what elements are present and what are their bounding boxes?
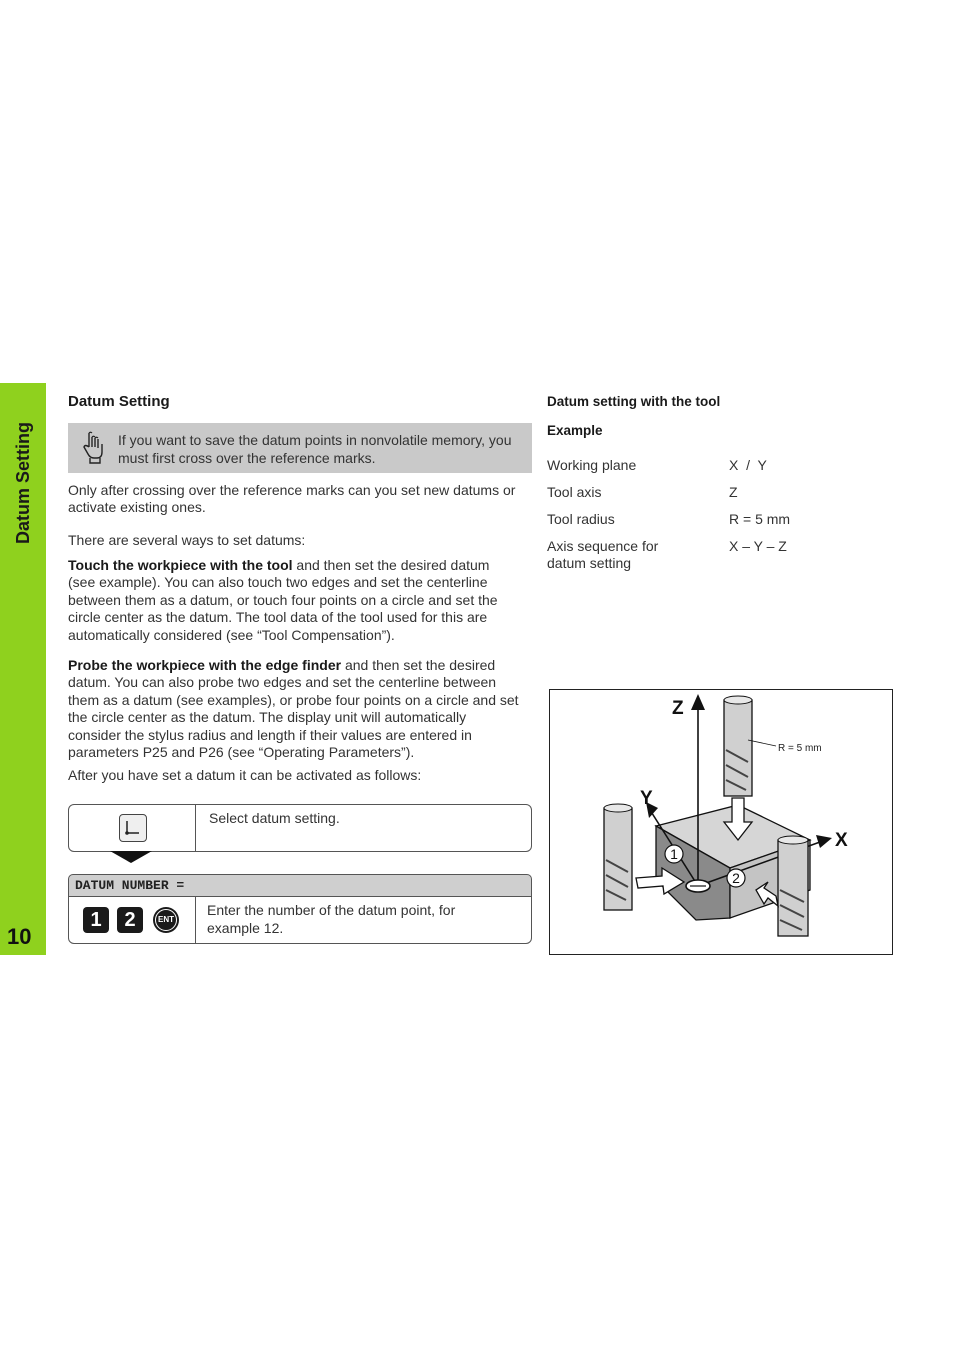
paragraph-touch xyxy=(68,557,520,644)
datum-figure xyxy=(549,689,893,955)
touch-rest: and then set the desired datum (see example). You can also touch two edges and set the centerline between them as a datum, or touch four points on a circle and set the circle center as the datum. The tool data of the tool used for this are automatically considered (see “Tool Compensation”). xyxy=(68,557,498,643)
radius-label: R = 5 mm xyxy=(778,743,822,754)
display-prompt: DATUM NUMBER = xyxy=(75,878,185,893)
step-divider xyxy=(195,805,196,851)
row-value-tool-radius: R = 5 mm xyxy=(729,511,791,527)
paragraph-activate: After you have set a datum it can be activated as follows: xyxy=(68,767,422,783)
hand-pointing-icon xyxy=(82,431,106,465)
paragraph-probe xyxy=(68,657,520,761)
step-arrow xyxy=(110,851,152,863)
datum-key-icon[interactable] xyxy=(119,814,147,842)
step2-text: Enter the number of the datum point, for example 12. xyxy=(207,902,456,936)
row-label-working-plane: Working plane xyxy=(547,457,637,473)
example-label: Example xyxy=(547,423,603,438)
probe-rest: and then set the desired datum. You can also probe two edges and set the centerline between them as a datum (see examples), or probe four points on a circle and set the circle center as the datum. The display unit will automatically consider the stylus radius and length if their values are entered in parameters P25 and P26 (see “Operating Parameters”). xyxy=(68,657,519,761)
tool-left xyxy=(604,808,632,910)
row-value-tool-axis: Z xyxy=(729,484,738,500)
step1-text: Select datum setting. xyxy=(209,810,340,826)
right-heading: Datum setting with the tool xyxy=(547,394,721,409)
marker-2: 2 xyxy=(732,870,740,886)
z-arrowhead xyxy=(691,694,705,710)
step-divider xyxy=(195,897,196,943)
section-heading: Datum Setting xyxy=(68,393,170,410)
datum-figure-drawing xyxy=(550,690,892,954)
display-prompt-bar xyxy=(68,874,532,898)
row-value-axis-sequence: X – Y – Z xyxy=(729,538,787,554)
touch-bold: Touch the workpiece with the tool xyxy=(68,557,293,573)
note-text: If you want to save the datum points in nonvolatile memory, you must first cross over the reference marks. xyxy=(118,432,512,466)
axis-x-label: X xyxy=(835,830,848,851)
key-2[interactable]: 2 xyxy=(117,907,143,933)
step-enter-number xyxy=(68,896,532,944)
marker-1: 1 xyxy=(670,846,678,862)
paragraph-reference-marks: Only after crossing over the reference marks can you set new datums or activate existing ones. xyxy=(68,482,516,516)
row-label-axis-sequence: Axis sequence for datum setting xyxy=(547,538,659,572)
probe-bold: Probe the workpiece with the edge finder xyxy=(68,657,342,673)
row-label-tool-axis: Tool axis xyxy=(547,484,602,500)
x-arrowhead xyxy=(816,835,832,848)
step-select-datum xyxy=(68,804,532,852)
key-1[interactable]: 1 xyxy=(83,907,109,933)
enter-key-label: ENT xyxy=(155,909,177,931)
page-number: 10 xyxy=(7,924,32,949)
row-label-tool-radius: Tool radius xyxy=(547,511,615,527)
axis-y-label: Y xyxy=(640,788,653,809)
side-tab-title: Datum Setting xyxy=(13,421,33,544)
row-value-working-plane: X / Y xyxy=(729,457,767,473)
axis-z-label: Z xyxy=(672,698,684,719)
enter-key-icon[interactable] xyxy=(153,907,179,933)
paragraph-ways: There are several ways to set datums: xyxy=(68,532,306,548)
note-box xyxy=(68,423,532,473)
